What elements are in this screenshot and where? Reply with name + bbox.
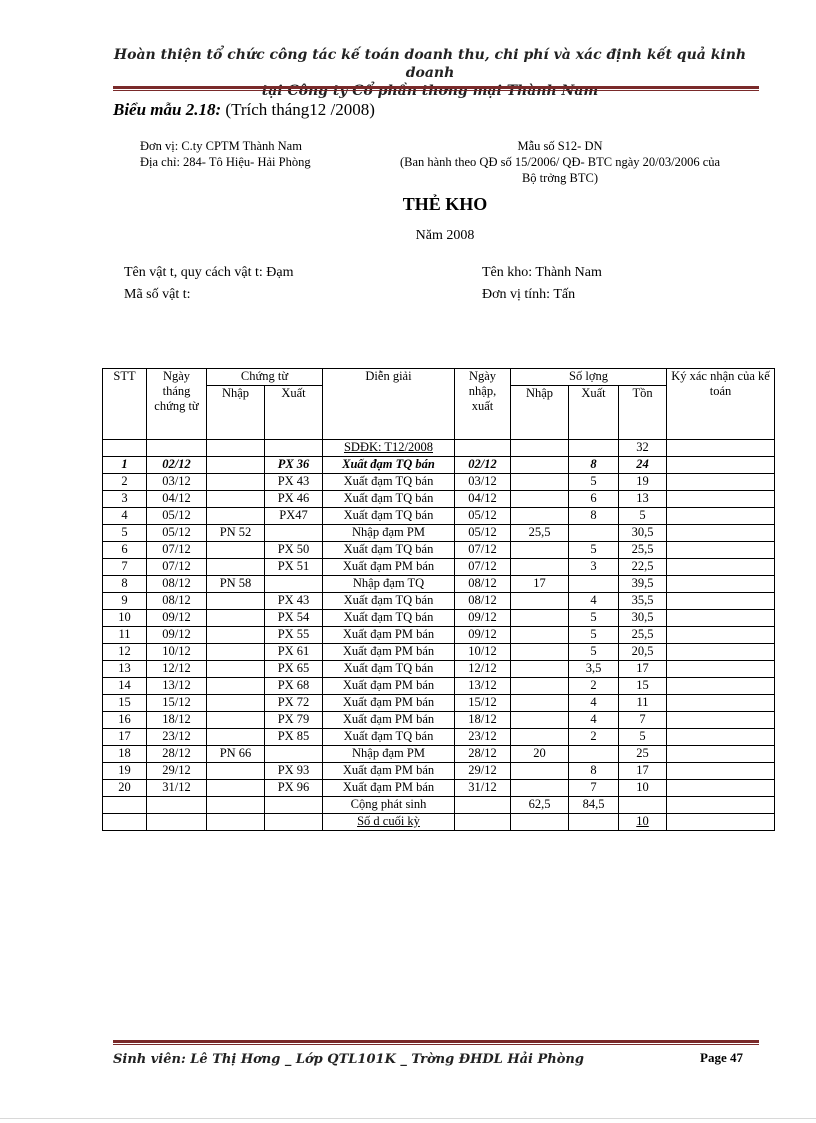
material-info: [124, 262, 294, 306]
page-edge: [0, 1118, 816, 1119]
row-description: Xuất đạm PM bán: [323, 644, 455, 661]
row-doc-date: 08/12: [147, 593, 207, 610]
header-line-2: tại Công ty Cổ phần thơng mại Thành Nam: [261, 83, 599, 99]
row-qty-balance: 15: [619, 678, 667, 695]
row-qty-in: [511, 559, 569, 576]
row-signature: [667, 661, 775, 678]
row-doc-date: 29/12: [147, 763, 207, 780]
warehouse-name: Tên kho: Thành Nam: [482, 265, 602, 280]
row-doc-date: 03/12: [147, 474, 207, 491]
row-qty-out: 8: [569, 508, 619, 525]
material-name: Tên vật t, quy cách vật t: Đạm: [124, 265, 294, 280]
row-description: Xuất đạm TQ bán: [323, 508, 455, 525]
row-description: Nhập đạm PM: [323, 525, 455, 542]
row-signature: [667, 610, 775, 627]
row-description: Xuất đạm PM bán: [323, 559, 455, 576]
row-signature: [667, 712, 775, 729]
total-out: 84,5: [569, 797, 619, 814]
row-description: Xuất đạm PM bán: [323, 780, 455, 797]
row-qty-out: 5: [569, 627, 619, 644]
row-in-out-date: 31/12: [455, 780, 511, 797]
header-qty-in: Nhập: [511, 386, 569, 440]
row-qty-balance: 30,5: [619, 525, 667, 542]
row-stt: 18: [103, 746, 147, 763]
row-doc-in: [207, 559, 265, 576]
row-doc-out: PX 65: [265, 661, 323, 678]
row-stt: 14: [103, 678, 147, 695]
row-doc-in: [207, 780, 265, 797]
row-description: Xuất đạm TQ bán: [323, 661, 455, 678]
table-row: [103, 627, 775, 644]
row-qty-in: [511, 695, 569, 712]
header-in-out-date: Ngày nhập, xuất: [455, 369, 511, 440]
row-doc-date: 28/12: [147, 746, 207, 763]
opening-balance: 32: [619, 440, 667, 457]
row-stt: 2: [103, 474, 147, 491]
table-row: [103, 610, 775, 627]
row-qty-balance: 35,5: [619, 593, 667, 610]
table-row: [103, 508, 775, 525]
form-number: Mẫu số S12- DN: [517, 139, 603, 153]
row-doc-date: 12/12: [147, 661, 207, 678]
row-stt: 5: [103, 525, 147, 542]
row-qty-balance: 17: [619, 763, 667, 780]
row-signature: [667, 457, 775, 474]
table-row: [103, 644, 775, 661]
header-rule: [113, 86, 759, 91]
table-row: [103, 491, 775, 508]
header-doc-out: Xuất: [265, 386, 323, 440]
row-doc-date: 18/12: [147, 712, 207, 729]
table-row: [103, 780, 775, 797]
row-qty-in: [511, 661, 569, 678]
row-doc-date: 15/12: [147, 695, 207, 712]
row-doc-date: 09/12: [147, 610, 207, 627]
row-signature: [667, 695, 775, 712]
row-doc-out: PX 51: [265, 559, 323, 576]
row-description: Xuất đạm TQ bán: [323, 542, 455, 559]
row-qty-balance: 20,5: [619, 644, 667, 661]
row-signature: [667, 474, 775, 491]
row-qty-out: 4: [569, 695, 619, 712]
row-stt: 9: [103, 593, 147, 610]
row-doc-out: PX 79: [265, 712, 323, 729]
row-stt: 1: [103, 457, 147, 474]
row-doc-date: 05/12: [147, 525, 207, 542]
row-qty-in: [511, 712, 569, 729]
row-stt: 7: [103, 559, 147, 576]
unit-of-measure: Đơn vị tính: Tấn: [482, 287, 576, 302]
row-stt: 17: [103, 729, 147, 746]
row-qty-out: [569, 576, 619, 593]
row-description: Nhập đạm PM: [323, 746, 455, 763]
row-doc-date: 31/12: [147, 780, 207, 797]
row-qty-balance: 13: [619, 491, 667, 508]
row-description: Xuất đạm PM bán: [323, 712, 455, 729]
row-qty-out: 2: [569, 678, 619, 695]
row-doc-in: [207, 508, 265, 525]
table-row: [103, 457, 775, 474]
row-in-out-date: 02/12: [455, 457, 511, 474]
row-doc-out: PX 43: [265, 474, 323, 491]
row-in-out-date: 23/12: [455, 729, 511, 746]
table-row: [103, 695, 775, 712]
row-qty-in: [511, 491, 569, 508]
total-desc: Cộng phát sinh: [323, 797, 455, 814]
row-qty-in: [511, 780, 569, 797]
row-qty-in: [511, 542, 569, 559]
row-in-out-date: 04/12: [455, 491, 511, 508]
row-doc-date: 09/12: [147, 627, 207, 644]
form-label: Biểu mẫu 2.18:: [113, 100, 222, 119]
row-qty-out: 8: [569, 763, 619, 780]
table-row: [103, 729, 775, 746]
row-doc-in: PN 58: [207, 576, 265, 593]
row-doc-out: PX 61: [265, 644, 323, 661]
row-signature: [667, 508, 775, 525]
row-qty-out: 3: [569, 559, 619, 576]
page-number: Page 47: [700, 1050, 743, 1065]
row-qty-out: 4: [569, 712, 619, 729]
row-doc-in: [207, 491, 265, 508]
row-qty-out: 3,5: [569, 661, 619, 678]
material-code: Mã số vật t:: [124, 287, 191, 302]
header-doc-date: Ngày tháng chứng từ: [147, 369, 207, 440]
row-stt: 15: [103, 695, 147, 712]
row-qty-in: [511, 627, 569, 644]
row-in-out-date: 12/12: [455, 661, 511, 678]
row-doc-out: PX 93: [265, 763, 323, 780]
row-description: Xuất đạm TQ bán: [323, 474, 455, 491]
row-qty-in: [511, 763, 569, 780]
header-qty-out: Xuất: [569, 386, 619, 440]
row-qty-out: 2: [569, 729, 619, 746]
row-stt: 4: [103, 508, 147, 525]
row-signature: [667, 593, 775, 610]
unit-address: Địa chỉ: 284- Tô Hiệu- Hải Phòng: [140, 155, 311, 169]
row-qty-in: [511, 610, 569, 627]
opening-row: [103, 440, 775, 457]
row-doc-date: 13/12: [147, 678, 207, 695]
row-qty-out: 5: [569, 644, 619, 661]
row-stt: 8: [103, 576, 147, 593]
row-doc-in: [207, 729, 265, 746]
closing-row: [103, 814, 775, 831]
unit-block: [140, 138, 311, 170]
row-qty-balance: 17: [619, 661, 667, 678]
row-doc-in: [207, 661, 265, 678]
row-qty-balance: 24: [619, 457, 667, 474]
row-qty-in: [511, 593, 569, 610]
closing-desc: Số d cuối kỳ: [323, 814, 455, 831]
row-doc-out: [265, 525, 323, 542]
row-doc-in: [207, 474, 265, 491]
table-row: [103, 559, 775, 576]
row-doc-in: [207, 695, 265, 712]
row-doc-date: 02/12: [147, 457, 207, 474]
row-signature: [667, 729, 775, 746]
page-header: [100, 46, 760, 100]
row-signature: [667, 644, 775, 661]
row-doc-out: PX 43: [265, 593, 323, 610]
form-decision-2: Bộ trởng BTC): [521, 171, 599, 185]
row-in-out-date: 08/12: [455, 593, 511, 610]
row-doc-in: PN 52: [207, 525, 265, 542]
document-title: THẺ KHO: [402, 194, 488, 214]
table-row: [103, 712, 775, 729]
row-qty-in: [511, 508, 569, 525]
row-doc-date: 08/12: [147, 576, 207, 593]
row-qty-balance: 25,5: [619, 542, 667, 559]
table-row: [103, 542, 775, 559]
row-qty-balance: 30,5: [619, 610, 667, 627]
row-qty-out: 5: [569, 474, 619, 491]
table-row: [103, 576, 775, 593]
row-signature: [667, 525, 775, 542]
row-qty-out: 6: [569, 491, 619, 508]
row-doc-in: [207, 542, 265, 559]
stock-card-body: [103, 440, 775, 797]
row-doc-out: [265, 746, 323, 763]
row-signature: [667, 491, 775, 508]
row-qty-balance: 5: [619, 508, 667, 525]
table-row: [103, 746, 775, 763]
row-qty-balance: 22,5: [619, 559, 667, 576]
form-title: [113, 100, 375, 120]
row-description: Xuất đạm TQ bán: [323, 593, 455, 610]
row-qty-in: [511, 457, 569, 474]
document-year: Năm 2008: [415, 228, 475, 243]
table-row: [103, 593, 775, 610]
row-description: Xuất đạm PM bán: [323, 763, 455, 780]
row-qty-balance: 7: [619, 712, 667, 729]
row-stt: 20: [103, 780, 147, 797]
row-in-out-date: 13/12: [455, 678, 511, 695]
header-document: Chứng từ: [207, 369, 323, 386]
row-in-out-date: 15/12: [455, 695, 511, 712]
header-doc-in: Nhập: [207, 386, 265, 440]
row-qty-out: 8: [569, 457, 619, 474]
row-doc-date: 23/12: [147, 729, 207, 746]
row-in-out-date: 28/12: [455, 746, 511, 763]
row-doc-out: PX 68: [265, 678, 323, 695]
row-stt: 12: [103, 644, 147, 661]
row-qty-in: 17: [511, 576, 569, 593]
row-qty-balance: 39,5: [619, 576, 667, 593]
row-doc-out: PX 96: [265, 780, 323, 797]
row-doc-in: PN 66: [207, 746, 265, 763]
row-qty-in: [511, 678, 569, 695]
row-qty-balance: 11: [619, 695, 667, 712]
row-in-out-date: 05/12: [455, 508, 511, 525]
row-qty-in: 25,5: [511, 525, 569, 542]
stock-card-table: [102, 368, 775, 831]
table-row: [103, 763, 775, 780]
row-doc-in: [207, 644, 265, 661]
row-qty-in: [511, 729, 569, 746]
row-signature: [667, 559, 775, 576]
row-signature: [667, 627, 775, 644]
row-qty-out: 5: [569, 542, 619, 559]
row-stt: 11: [103, 627, 147, 644]
row-doc-in: [207, 627, 265, 644]
row-signature: [667, 780, 775, 797]
row-stt: 6: [103, 542, 147, 559]
row-in-out-date: 09/12: [455, 610, 511, 627]
row-doc-out: PX 50: [265, 542, 323, 559]
row-doc-in: [207, 610, 265, 627]
table-row: [103, 525, 775, 542]
row-stt: 3: [103, 491, 147, 508]
form-number-block: [360, 138, 760, 186]
row-in-out-date: 10/12: [455, 644, 511, 661]
unit-name: Đơn vị: C.ty CPTM Thành Nam: [140, 139, 302, 153]
row-doc-out: PX 85: [265, 729, 323, 746]
header-line-1: Hoàn thiện tổ chức công tác kế toán doanh thu, chi phí và xác định kết quả kinh doanh: [113, 47, 747, 81]
total-row: [103, 797, 775, 814]
row-qty-balance: 5: [619, 729, 667, 746]
row-qty-in: [511, 644, 569, 661]
footer-student: Sinh viên: Lê Thị Hơng _ Lớp QTL101K _ Trờng ĐHDL Hải Phòng: [113, 1052, 584, 1067]
header-signature: Ký xác nhận của kế toán: [667, 369, 775, 440]
row-doc-out: PX 55: [265, 627, 323, 644]
row-stt: 16: [103, 712, 147, 729]
row-description: Xuất đạm PM bán: [323, 695, 455, 712]
opening-desc: SDĐK: T12/2008: [323, 440, 455, 457]
row-doc-out: PX 36: [265, 457, 323, 474]
row-signature: [667, 763, 775, 780]
row-qty-out: 5: [569, 610, 619, 627]
row-description: Xuất đạm PM bán: [323, 627, 455, 644]
row-in-out-date: 07/12: [455, 542, 511, 559]
row-doc-date: 05/12: [147, 508, 207, 525]
row-signature: [667, 678, 775, 695]
row-signature: [667, 576, 775, 593]
row-description: Xuất đạm TQ bán: [323, 729, 455, 746]
row-qty-out: 7: [569, 780, 619, 797]
row-in-out-date: 05/12: [455, 525, 511, 542]
row-doc-in: [207, 457, 265, 474]
row-description: Xuất đạm TQ bán: [323, 491, 455, 508]
row-doc-out: PX47: [265, 508, 323, 525]
row-qty-balance: 25,5: [619, 627, 667, 644]
row-doc-out: PX 54: [265, 610, 323, 627]
table-row: [103, 661, 775, 678]
row-in-out-date: 18/12: [455, 712, 511, 729]
table-row: [103, 474, 775, 491]
form-note: (Trích tháng12 /2008): [225, 100, 375, 119]
row-doc-in: [207, 763, 265, 780]
closing-balance: 10: [619, 814, 667, 831]
row-description: Nhập đạm TQ: [323, 576, 455, 593]
row-doc-date: 10/12: [147, 644, 207, 661]
row-in-out-date: 07/12: [455, 559, 511, 576]
header-quantity: Số lợng: [511, 369, 667, 386]
row-stt: 13: [103, 661, 147, 678]
row-qty-in: 20: [511, 746, 569, 763]
table-row: [103, 678, 775, 695]
warehouse-info: [482, 262, 602, 306]
header-stt: STT: [103, 369, 147, 440]
row-doc-in: [207, 593, 265, 610]
row-qty-balance: 10: [619, 780, 667, 797]
row-stt: 10: [103, 610, 147, 627]
row-qty-out: [569, 746, 619, 763]
row-in-out-date: 03/12: [455, 474, 511, 491]
row-doc-out: PX 46: [265, 491, 323, 508]
row-doc-in: [207, 712, 265, 729]
form-decision: (Ban hành theo QĐ số 15/2006/ QĐ- BTC ngày 20/03/2006 của: [399, 155, 721, 169]
row-in-out-date: 09/12: [455, 627, 511, 644]
row-signature: [667, 746, 775, 763]
total-in: 62,5: [511, 797, 569, 814]
row-qty-out: 4: [569, 593, 619, 610]
footer-rule: [113, 1040, 759, 1045]
row-stt: 19: [103, 763, 147, 780]
row-qty-in: [511, 474, 569, 491]
row-qty-balance: 19: [619, 474, 667, 491]
row-description: Xuất đạm TQ bán: [323, 610, 455, 627]
row-in-out-date: 08/12: [455, 576, 511, 593]
row-doc-date: 07/12: [147, 559, 207, 576]
row-doc-out: PX 72: [265, 695, 323, 712]
row-signature: [667, 542, 775, 559]
row-description: Xuất đạm PM bán: [323, 678, 455, 695]
row-doc-out: [265, 576, 323, 593]
header-description: Diễn giải: [323, 369, 455, 440]
row-doc-in: [207, 678, 265, 695]
row-doc-date: 04/12: [147, 491, 207, 508]
row-qty-out: [569, 525, 619, 542]
header-qty-balance: Tồn: [619, 386, 667, 440]
row-doc-date: 07/12: [147, 542, 207, 559]
row-qty-balance: 25: [619, 746, 667, 763]
row-in-out-date: 29/12: [455, 763, 511, 780]
row-description: Xuất đạm TQ bán: [323, 457, 455, 474]
